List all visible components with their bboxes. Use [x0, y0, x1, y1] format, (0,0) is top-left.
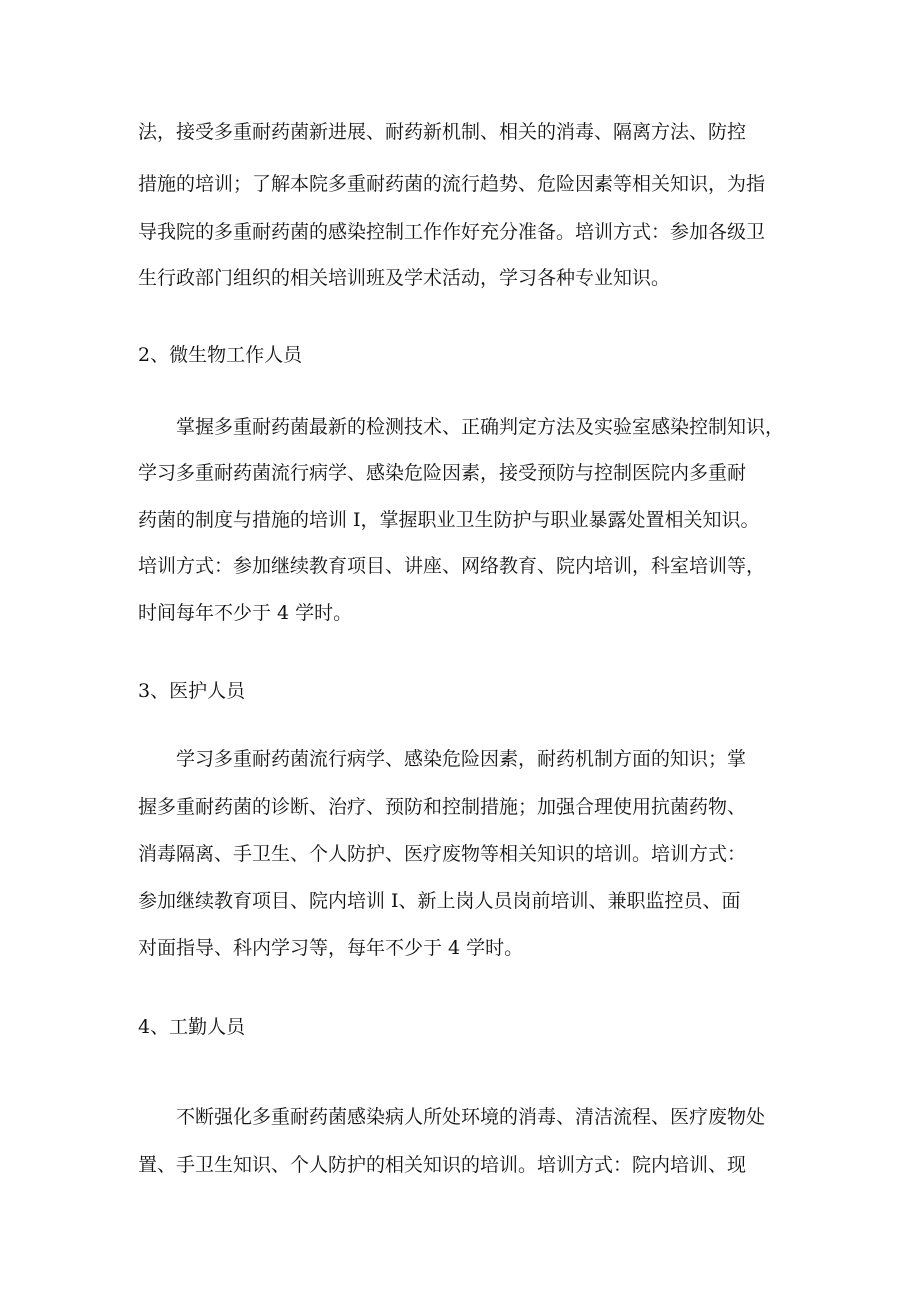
section-3-line-4: 参加继续教育项目、院内培训 I、新上岗人员岗前培训、兼职监控员、面	[138, 890, 741, 912]
section-2-line-2: 学习多重耐药菌流行病学、感染危险因素，接受预防与控制医院内多重耐	[138, 462, 747, 484]
section-4-heading: 4、工勤人员	[138, 1016, 246, 1038]
section-4-line-1: 不断强化多重耐药菌感染病人所处环境的消毒、清洁流程、医疗废物处	[176, 1106, 766, 1128]
paragraph-1-line-3: 导我院的多重耐药菌的感染控制工作作好充分准备。培训方式：参加各级卫	[138, 221, 766, 243]
section-3-line-2: 握多重耐药菌的诊断、治疗、预防和控制措施；加强合理使用抗菌药物、	[138, 796, 747, 818]
section-3-heading: 3、医护人员	[138, 680, 246, 702]
section-4-line-2: 置、手卫生知识、个人防护的相关知识的培训。培训方式：院内培训、现	[138, 1154, 747, 1176]
paragraph-1-line-2: 措施的培训；了解本院多重耐药菌的流行趋势、危险因素等相关知识，为指	[138, 173, 766, 195]
paragraph-1-line-1: 法，接受多重耐药菌新进展、耐药新机制、相关的消毒、隔离方法、防控	[138, 121, 747, 143]
section-2-line-3: 药菌的制度与措施的培训 I，掌握职业卫生防护与职业暴露处置相关知识。	[138, 509, 760, 531]
section-3-line-3: 消毒隔离、手卫生、个人防护、医疗废物等相关知识的培训。培训方式：	[138, 843, 747, 865]
paragraph-1-line-4: 生行政部门组织的相关培训班及学术活动，学习各种专业知识。	[138, 267, 671, 289]
section-2-line-5: 时间每年不少于 4 学时。	[138, 602, 353, 624]
section-2-heading: 2、微生物工作人员	[138, 344, 303, 366]
section-2-line-4: 培训方式：参加继续教育项目、讲座、网络教育、院内培训，科室培训等，	[138, 555, 766, 577]
section-3-line-5: 对面指导、科内学习等，每年不少于 4 学时。	[138, 937, 524, 959]
section-2-line-1: 掌握多重耐药菌最新的检测技术、正确判定方法及实验室感染控制知识，	[176, 416, 785, 438]
section-3-line-1: 学习多重耐药菌流行病学、感染危险因素，耐药机制方面的知识；掌	[176, 748, 747, 770]
